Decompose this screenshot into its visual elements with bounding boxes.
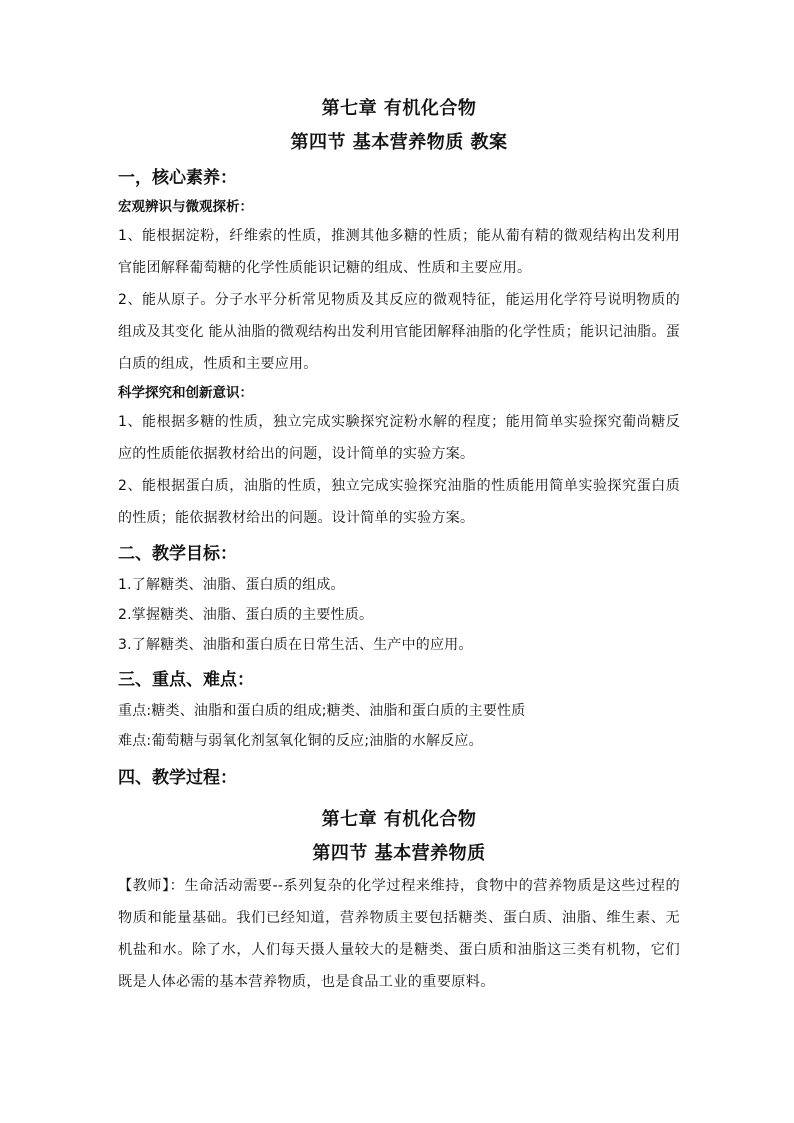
inquiry-paragraph-1: 1、能根据多糖的性质，独立完成实験探究淀粉水解的程度；能用简单实验探究葡尚糖反应的性质能依据教材给出的问题，设计简单的实验方案。 [118,414,680,462]
chapter-title: 第七章 有机化合物 [321,98,477,119]
section-title: 第四节 基本营养物质 教案 [290,132,508,153]
key-point-line: 重点:糖类、油脂和蛋白质的组成;糖类、油脂和蛋白质的主要性质 [118,703,526,719]
inquiry-heading: 科学探究和创新意识： [118,385,253,401]
document-content [118,94,680,998]
macro-micro-heading: 宏观辨识与微观探析： [118,199,253,215]
macro-micro-paragraph-1: 1、能根据淀粉，纤维索的性质，推测其他多糖的性质；能从葡有精的微观结构出发利用官能团解释葡萄糖的化学性质能识记糖的组成、性质和主要应用。 [118,228,680,276]
objective-item-2: 2.掌握糖类、油脂、蛋白质的主要性质。 [118,607,374,623]
inquiry-paragraph-2: 2、能根据蛋白质，油脂的性质，独立完成实验探究油脂的性质能用简单实验探究蛋白质的性质；能依据教材给出的问题。设计简单的实验方案。 [118,478,680,526]
macro-micro-paragraph-2: 2、能从原子。分子水平分析常见物质及其反应的微观特征，能运用化学符号说明物质的组成及其变化 能从油脂的微观结构出发利用官能团解释油脂的化学性质；能识记油脂。蛋白质的组成，性质和主要应用。 [118,292,680,372]
objective-item-1: 1.了解糖类、油脂、蛋白质的组成。 [118,577,345,593]
objective-item-3: 3.了解糖类、油脂和蛋白质在日常生活、生产中的应用。 [118,637,473,653]
difficult-point-line: 难点:葡萄糖与弱氧化剂氢氧化铜的反应;油脂的水解反应。 [118,733,483,749]
process-section-title: 第四节 基本营养物质 [312,843,486,864]
process-chapter-title: 第七章 有机化合物 [321,809,477,830]
teacher-paragraph: 【教师】：生命活动需要--系列复杂的化学过程来维持，食物中的营养物质是这些过程的物质和能量基础。我们已经知道，营养物质主要包括糖类、蛋白质、油脂、维生素、无机盐和水。除了水，人们每天摄人量较大的是糖类、蛋白质和油脂这三类有机物，它们既是人体必需的基本营养物质，也是食品工业的重要原料。 [118,878,680,990]
core-literacy-heading: 一，核心素养： [118,168,237,188]
objectives-heading: 二、教学目标： [118,544,237,564]
key-points-heading: 三、重点、难点： [118,670,254,690]
process-heading: 四、教学过程： [118,768,237,788]
